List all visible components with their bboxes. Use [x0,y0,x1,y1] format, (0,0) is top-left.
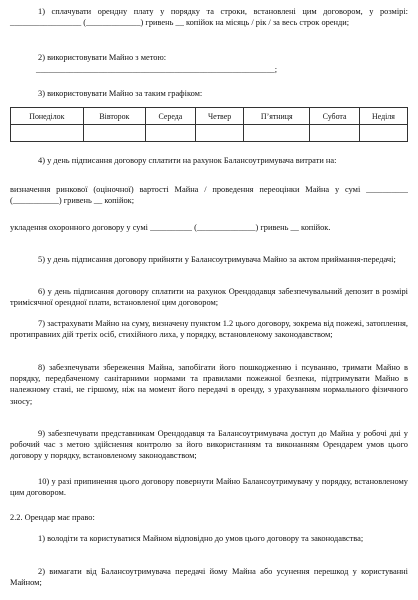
right-2-demand-transfer: 2) вимагати від Балансоутримувача передачі йому Майна або усунення перешкод у користуванні Майном; [10,567,408,588]
schedule-cell [146,125,196,142]
schedule-cell [11,125,84,142]
schedule-header-row [11,108,408,125]
clause-1-rent-payment: 1) сплачувати орендну плату у порядку та строки, встановлені цим договором, у розмірі: _________________ (_____________) гривень __ копійок на місяць / рік / за весь строк оренди; [10,7,408,28]
clause-4-valuation: визначення ринкової (оціночної) вартості Майна / проведення переоцінки Майна у сумі __________ (___________) гривень __ копійок; [10,185,408,206]
clause-2-purpose-blank: _________________________________________________________; [36,65,278,74]
schedule-cell [195,125,244,142]
day-sunday: Неділя [359,108,407,125]
day-saturday: Субота [310,108,360,125]
clause-10-return: 10) у разі припинення цього договору повернути Майно Балансоутримувачу у порядку, встановленому цим договором. [10,477,408,498]
clause-9-access: 9) забезпечувати представникам Орендодавця та Балансоутримувача доступ до Майна у робочі дні у робочий час з метою здійснення контролю за його використанням та виконанням Орендарем умов цього договору у порядку, встановленому законодавством; [10,429,408,461]
day-tuesday: Вівторок [83,108,145,125]
clause-4-security-contract: укладення охоронного договору у сумі __________ (______________) гривень __ копійок. [10,223,331,232]
day-friday: П’ятниця [244,108,310,125]
schedule-cell [359,125,407,142]
schedule-value-row [11,125,408,142]
schedule-cell [310,125,360,142]
schedule-cell [83,125,145,142]
clause-5-acceptance: 5) у день підписання договору прийняти у Балансоутримувача Майно за актом приймання-передачі; [38,255,396,264]
section-2-2-heading: 2.2. Орендар має право: [10,513,95,522]
schedule-cell [244,125,310,142]
clause-2-purpose: 2) використовувати Майно з метою: [38,53,167,62]
clause-6-deposit: 6) у день підписання договору сплатити на рахунок Орендодавця забезпечувальний депозит в розмірі тримісячної орендної плати, встановленої цим договором; [10,287,408,308]
right-1-possession: 1) володіти та користуватися Майном відповідно до умов цього договору та законодавства; [38,534,364,543]
clause-8-preservation: 8) забезпечувати збереження Майна, запобігати його пошкодженню і псуванню, тримати Майно в порядку, передбаченому санітарними нормами та правилами пожежної безпеки, підтримувати Майно в належному стані, не гіршому, ніж на момент його передачі в оренду, з урахуванням нормального фізичного зносу; [10,363,408,406]
clause-7-insurance: 7) застрахувати Майно на суму, визначену пунктом 1.2 цього договору, зокрема від пожежі, затоплення, протиправних дій третіх осіб, стихійного лиха, у порядку, встановленому законодавством; [10,319,408,340]
day-monday: Понеділок [11,108,84,125]
clause-3-schedule: 3) використовувати Майно за таким графіком: [38,89,203,98]
schedule-table [10,107,408,142]
day-wednesday: Середа [146,108,196,125]
day-thursday: Четвер [195,108,244,125]
clause-4-expenses: 4) у день підписання договору сплатити на рахунок Балансоутримувача витрати на: [38,156,337,165]
